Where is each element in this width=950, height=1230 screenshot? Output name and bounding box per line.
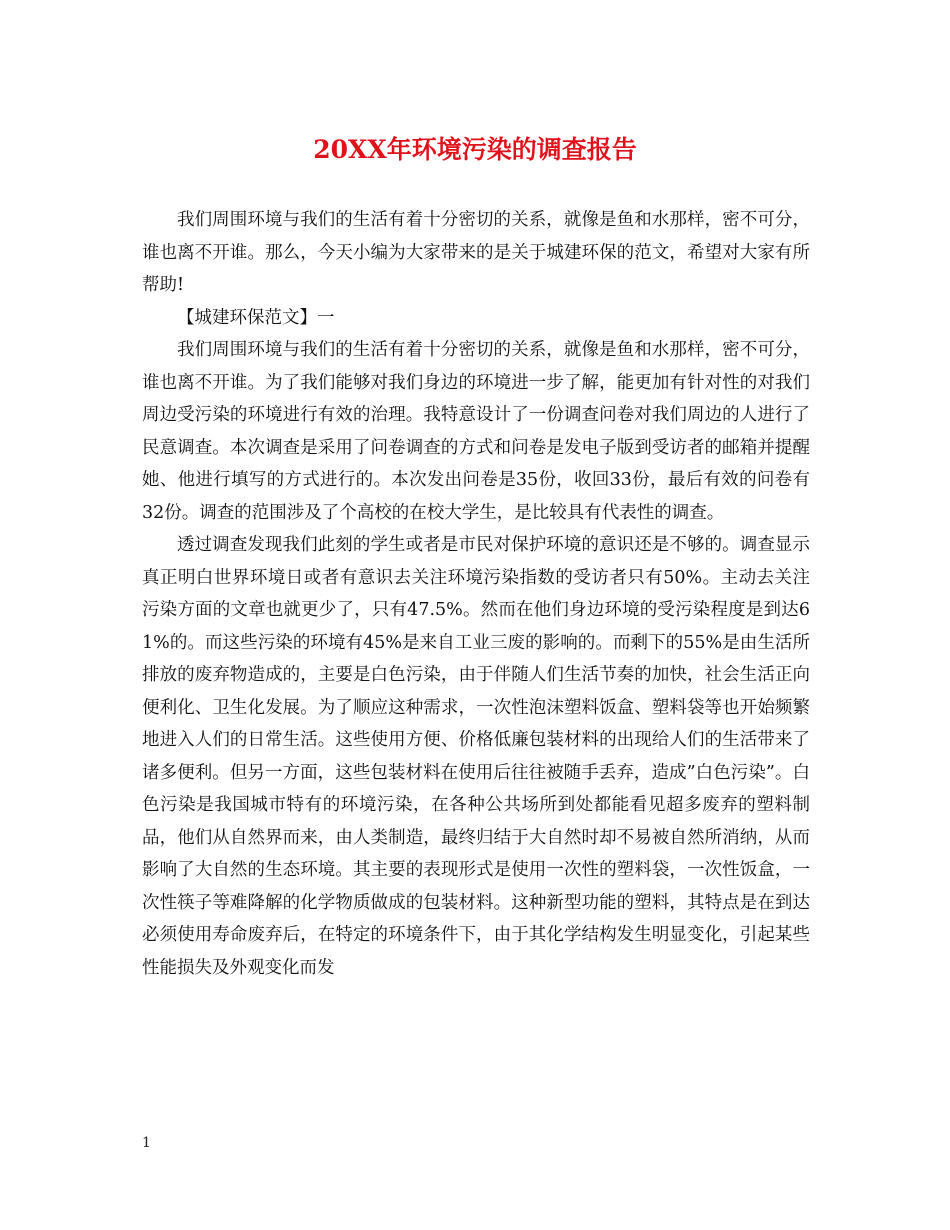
document-body: [142, 204, 810, 984]
body-paragraph-1: 我们周围环境与我们的生活有着十分密切的关系，就像是鱼和水那样，密不可分，谁也离不开谁。为了我们能够对我们身边的环境进一步了解，能更加有针对性的对我们周边受污染的环境进行有效的治理。我特意设计了一份调查问卷对我们周边的人进行了民意调查。本次调查是采用了问卷调查的方式和问卷是发电子版到受访者的邮箱并提醒她、他进行填写的方式进行的。本次发出问卷是35份，收回33份，最后有效的问卷有32份。调查的范围涉及了个高校的在校大学生，是比较具有代表性的调查。: [142, 340, 810, 523]
body-paragraph-2: 透过调查发现我们此刻的学生或者是市民对保护环境的意识还是不够的。调查显示真正明白世界环境日或者有意识去关注环境污染指数的受访者只有50%。主动去关注污染方面的文章也就更少了，只有47.5%。然而在他们身边环境的受污染程度是到达61%的。而这些污染的环境有45%是来自工业三废的影响的。而剩下的55%是由生活所排放的废弃物造成的，主要是白色污染，由于伴随人们生活节奏的加快，社会生活正向便利化、卫生化发展。为了顺应这种需求，一次性泡沫塑料饭盒、塑料袋等也开始频繁地进入人们的日常生活。这些使用方便、价格低廉包装材料的出现给人们的生活带来了诸多便利。但另一方面，这些包装材料在使用后往往被随手丢弃，造成”白色污染”。白色污染是我国城市特有的环境污染，在各种公共场所到处都能看见超多废弃的塑料制品，他们从自然界而来，由人类制造，最终归结于大自然时却不易被自然所消纳，从而影响了大自然的生态环境。其主要的表现形式是使用一次性的塑料袋，一次性饭盒，一次性筷子等难降解的化学物质做成的包装材料。这种新型功能的塑料，其特点是在到达必须使用寿命废弃后，在特定的环境条件下，由于其化学结构发生明显变化，引起某些性能损失及外观变化而发: [142, 535, 810, 978]
intro-paragraph: 我们周围环境与我们的生活有着十分密切的关系，就像是鱼和水那样，密不可分，谁也离不开谁。那么，今天小编为大家带来的是关于城建环保的范文，希望对大家有所帮助!: [142, 210, 810, 295]
page-number: 1: [142, 1135, 151, 1151]
section-heading: 【城建环保范文】一: [177, 307, 335, 328]
document-title: 20XX年环境污染的调查报告: [313, 135, 637, 164]
